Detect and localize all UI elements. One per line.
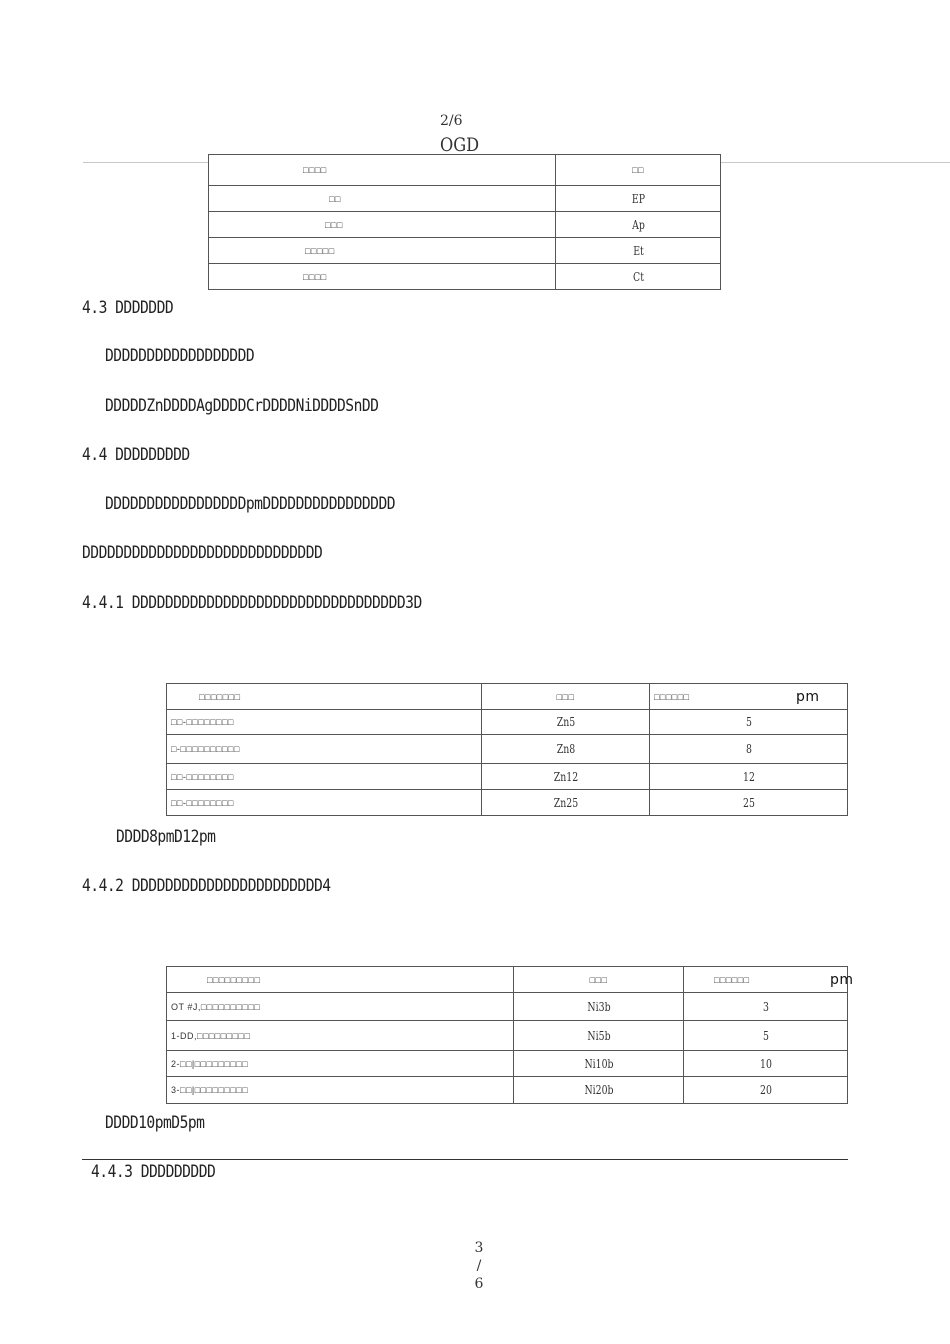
table-header-row — [167, 967, 848, 993]
table-cell: 1-DD,□□□□□□□□□ — [167, 1021, 514, 1051]
table-cell: □□ — [209, 186, 556, 212]
table-cell: Ni10b — [532, 1051, 665, 1077]
table-cell: Ct — [574, 264, 703, 290]
table-cell: Zn25 — [500, 790, 631, 816]
table-cell: OT #J,□□□□□□□□□□ — [167, 993, 514, 1021]
table-header-cell: □□□□ — [209, 155, 556, 186]
section-4-4-1-note: DDDD8pmD12pm — [116, 827, 216, 847]
table-row — [167, 1051, 848, 1077]
section-4-4-2-note: DDDD10pmD5pm — [105, 1113, 205, 1133]
table-cell: 5 — [671, 710, 825, 735]
section-4-4-line1: DDDDDDDDDDDDDDDDDpmDDDDDDDDDDDDDDDD — [105, 494, 396, 514]
table-cell: □□-□□□□□□□□ — [167, 790, 482, 816]
section-4-3-line1: DDDDDDDDDDDDDDDDDD — [105, 346, 255, 366]
table-cell: Ni20b — [532, 1077, 665, 1104]
table-cell: Zn8 — [500, 735, 631, 764]
section-4-4-title: 4.4 DDDDDDDDD — [82, 445, 190, 465]
table-header-cell: □□ — [556, 155, 721, 186]
table-cell: Zn12 — [500, 764, 631, 790]
unit-label: pm — [830, 972, 854, 988]
table-header-cell: □□□ — [482, 684, 650, 710]
table-row — [167, 790, 848, 816]
table-cell: Ni5b — [532, 1021, 665, 1051]
table-header-cell: □□□□□□□□□ — [167, 967, 514, 993]
table-cell: 3-□□|□□□□□□□□□ — [167, 1077, 514, 1104]
thickness-header-label: □□□□□□ — [654, 691, 690, 702]
header-rule-left — [83, 162, 208, 163]
table-row — [167, 764, 848, 790]
section-4-4-3-title: 4.4.3 DDDDDDDDD — [91, 1162, 216, 1182]
header-rule-right — [721, 162, 950, 163]
nickel-table — [166, 966, 854, 1104]
section-4-4-1-title: 4.4.1 DDDDDDDDDDDDDDDDDDDDDDDDDDDDDDDDD3D — [82, 593, 422, 613]
doc-code: OGD — [440, 134, 480, 156]
table-cell: □□-□□□□□□□□ — [167, 764, 482, 790]
section-divider — [82, 1159, 848, 1160]
table-cell: 10 — [702, 1051, 830, 1077]
table-cell: Ni3b — [532, 993, 665, 1021]
thickness-header-label: □□□□□□ — [714, 974, 750, 985]
table-header-cell: □□□□□□□ — [167, 684, 482, 710]
table-header-cell — [650, 684, 848, 710]
table-cell: EP — [574, 186, 703, 212]
table-cell: 20 — [702, 1077, 830, 1104]
table-row — [167, 993, 848, 1021]
unit-label: pm — [796, 689, 820, 705]
section-4-3-title: 4.3 DDDDDDD — [82, 298, 174, 318]
table-cell: □□-□□□□□□□□ — [167, 710, 482, 735]
footer-page-line: / — [476, 1258, 482, 1274]
table-cell: 2-□□|□□□□□□□□□ — [167, 1051, 514, 1077]
table-cell: 3 — [702, 993, 830, 1021]
footer-page-line: 3 — [474, 1240, 484, 1256]
table-cell: 12 — [671, 764, 825, 790]
table-row — [167, 735, 848, 764]
table-row — [209, 238, 721, 264]
table-row — [167, 710, 848, 735]
footer-page-number — [474, 1239, 484, 1293]
table-cell: □□□□□ — [209, 238, 556, 264]
table-cell: Ap — [574, 212, 703, 238]
table-cell: 8 — [671, 735, 825, 764]
table-row — [209, 186, 721, 212]
table-row — [167, 1021, 848, 1051]
table-cell: □□□□ — [209, 264, 556, 290]
table-cell: Et — [574, 238, 703, 264]
table-header-cell: □□□ — [514, 967, 684, 993]
symbol-table — [208, 154, 721, 290]
table-header-row — [209, 155, 721, 186]
table-cell: 25 — [671, 790, 825, 816]
table-cell: □□□ — [209, 212, 556, 238]
table-cell: □-□□□□□□□□□□ — [167, 735, 482, 764]
table-row — [209, 212, 721, 238]
table-cell: 5 — [702, 1021, 830, 1051]
section-4-4-line2: DDDDDDDDDDDDDDDDDDDDDDDDDDDDD — [82, 543, 323, 563]
table-header-cell — [684, 967, 854, 993]
table-row — [167, 1077, 848, 1104]
zinc-table — [166, 683, 848, 816]
section-4-3-line2: DDDDDZnDDDDAgDDDDCrDDDDNiDDDDSnDD — [105, 396, 379, 416]
table-header-row — [167, 684, 848, 710]
table-row — [209, 264, 721, 290]
footer-page-line: 6 — [474, 1276, 484, 1292]
section-4-4-2-title: 4.4.2 DDDDDDDDDDDDDDDDDDDDDDD4 — [82, 876, 331, 896]
page-fraction: 2/6 — [440, 113, 463, 129]
table-cell: Zn5 — [500, 710, 631, 735]
